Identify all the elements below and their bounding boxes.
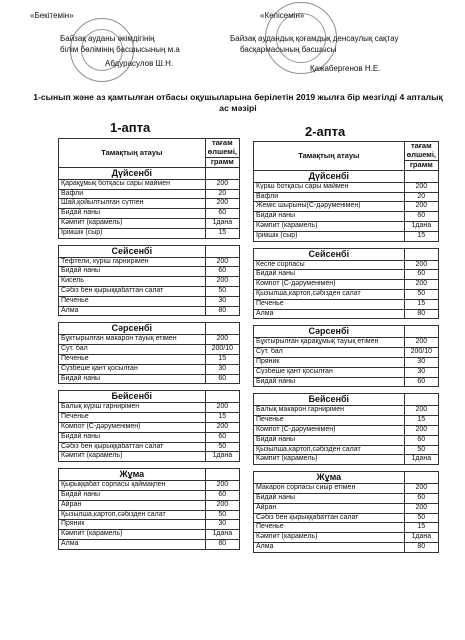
dish-quantity: 15: [404, 416, 438, 426]
dish-name: Бұктырылған макарон тауық етімен: [59, 335, 206, 345]
dish-quantity: 60: [404, 270, 438, 280]
dish-name: Сәбіз бен қырыққабаттан салат: [59, 286, 206, 296]
table-row: [254, 445, 439, 455]
day-header-row: [59, 167, 240, 179]
table-row: [59, 306, 240, 316]
dish-quantity: 1дана: [404, 455, 438, 465]
name-column-header: Тамақтың атауы: [59, 139, 206, 168]
dish-name: Алма: [59, 306, 206, 316]
day-name: Жұма: [59, 469, 206, 481]
dish-name: Қызылша,картоп,сәбізден салат: [59, 510, 206, 520]
dish-name: Алма: [59, 539, 206, 549]
table-row: [254, 221, 439, 231]
table-row: [254, 513, 439, 523]
day-separator: [59, 316, 240, 323]
dish-name: Печенье: [254, 299, 405, 309]
table-row: [254, 260, 439, 270]
dish-name: Алма: [254, 542, 405, 552]
table-row: [59, 374, 240, 384]
dish-name: Бидай наны: [59, 267, 206, 277]
table-row: [254, 192, 439, 202]
table-row: [59, 267, 240, 277]
dish-name: Айран: [254, 503, 405, 513]
day-separator: [254, 387, 439, 394]
dish-name: Пряник: [59, 520, 206, 530]
dish-name: Бидай наны: [254, 212, 405, 222]
dish-quantity: 200: [205, 422, 239, 432]
weight-column-header: [205, 139, 239, 158]
day-empty-cell: [205, 391, 239, 403]
dish-quantity: 15: [205, 228, 239, 238]
day-empty-cell: [205, 167, 239, 179]
dish-quantity: 20: [404, 192, 438, 202]
dish-quantity: 15: [404, 523, 438, 533]
dish-quantity: 200: [205, 257, 239, 267]
dish-quantity: 60: [404, 493, 438, 503]
dish-name: Печенье: [254, 523, 405, 533]
table-row: [59, 199, 240, 209]
table-row: [254, 182, 439, 192]
document-title: 1-сынып және аз қамтылған отбасы оқушыларына берілетін 2019 жылға бір мезгілді 4 апталық ас мәзірі: [33, 92, 443, 113]
dish-quantity: 30: [205, 520, 239, 530]
table-row: [254, 406, 439, 416]
table-row: [59, 189, 240, 199]
table-row: [59, 179, 240, 189]
dish-quantity: 80: [404, 309, 438, 319]
dish-quantity: 200/10: [205, 345, 239, 355]
dish-name: Компот (С-дәруменімен): [254, 280, 405, 290]
day-empty-cell: [404, 472, 438, 484]
dish-quantity: 200: [205, 277, 239, 287]
dish-quantity: 200: [404, 338, 438, 348]
day-separator: [254, 241, 439, 248]
table-row: [59, 510, 240, 520]
day-name: Дүйсенбі: [254, 170, 405, 182]
dish-name: Кисель: [59, 277, 206, 287]
table-row: [59, 490, 240, 500]
dish-quantity: 60: [205, 209, 239, 219]
dish-name: Бидай наны: [59, 490, 206, 500]
dish-name: Бидай наны: [254, 377, 405, 387]
dish-name: Қырыққабат сорпасы қаймақпен: [59, 481, 206, 491]
stamp-seal-left: [70, 18, 134, 82]
table-row: [59, 403, 240, 413]
dish-quantity: 50: [404, 445, 438, 455]
dish-name: Кеспе сорпасы: [254, 260, 405, 270]
approval-right-signer: Қажабергенов Н.Е.: [310, 64, 381, 73]
dish-quantity: 200: [404, 182, 438, 192]
table-row: [59, 481, 240, 491]
week-1-menu-table: [58, 138, 240, 550]
approval-right-line2: басқармасының басшысы: [240, 45, 337, 54]
dish-quantity: 60: [404, 212, 438, 222]
dish-name: Ірімшік (сыр): [254, 231, 405, 241]
table-row: [59, 422, 240, 432]
dish-name: Кәмпит (карамель): [254, 221, 405, 231]
dish-quantity: 200: [404, 503, 438, 513]
table-row: [59, 286, 240, 296]
table-row: [254, 367, 439, 377]
dish-quantity: 1дана: [205, 218, 239, 228]
day-separator: [59, 238, 240, 245]
dish-quantity: 60: [205, 374, 239, 384]
table-row: [59, 277, 240, 287]
day-header-row: [59, 469, 240, 481]
dish-name: Сәбіз бен қырыққабаттан салат: [254, 513, 405, 523]
dish-quantity: 30: [404, 357, 438, 367]
table-row: [254, 348, 439, 358]
dish-quantity: 15: [205, 354, 239, 364]
dish-name: Бидай наны: [59, 432, 206, 442]
dish-quantity: 200: [205, 335, 239, 345]
day-name: Дүйсенбі: [59, 167, 206, 179]
day-empty-cell: [404, 326, 438, 338]
dish-quantity: 15: [404, 231, 438, 241]
table-row: [59, 228, 240, 238]
dish-name: Печенье: [59, 296, 206, 306]
day-name: Бейсенбі: [59, 391, 206, 403]
dish-name: Сут. бал: [254, 348, 405, 358]
dish-name: Пряник: [254, 357, 405, 367]
dish-name: Қызылша,картоп,сәбізден салат: [254, 445, 405, 455]
table-row: [254, 493, 439, 503]
dish-name: Бұктырылған қарақұмық тауық етімен: [254, 338, 405, 348]
dish-quantity: 200: [404, 406, 438, 416]
dish-name: Макарон сорпасы сиыр етімен: [254, 484, 405, 494]
dish-name: Вафли: [59, 189, 206, 199]
dish-quantity: 80: [404, 542, 438, 552]
dish-name: Бидай наны: [59, 374, 206, 384]
dish-name: Ірімшік (сыр): [59, 228, 206, 238]
weight-unit-header: грамм: [404, 161, 438, 171]
dish-name: Балық күріш гарнирімен: [59, 403, 206, 413]
dish-name: Бидай наны: [254, 270, 405, 280]
table-row: [254, 542, 439, 552]
approval-left-signer: Абдурасулов Ш.Н.: [105, 59, 174, 68]
dish-quantity: 200: [404, 484, 438, 494]
table-row: [59, 442, 240, 452]
approval-right-line1: Байзақ аудандық қоғамдық денсаулық сақтау: [230, 34, 399, 43]
table-row: [59, 354, 240, 364]
dish-name: Балық макарон гарнирімен: [254, 406, 405, 416]
table-row: [59, 413, 240, 423]
approval-right-heading: «Келісемін»: [260, 11, 305, 20]
dish-name: Күріш ботқасы сары маймен: [254, 182, 405, 192]
dish-quantity: 20: [205, 189, 239, 199]
weight-header-line1: тағам: [410, 141, 432, 151]
table-row: [254, 455, 439, 465]
day-name: Сейсенбі: [59, 245, 206, 257]
dish-name: Сүзбеше қант қосылған: [59, 364, 206, 374]
day-header-row: [254, 472, 439, 484]
dish-quantity: 200: [205, 403, 239, 413]
dish-name: Сүзбеше қант қосылған: [254, 367, 405, 377]
dish-quantity: 30: [205, 364, 239, 374]
dish-quantity: 1дана: [404, 533, 438, 543]
day-name: Сәрсенбі: [59, 323, 206, 335]
dish-quantity: 1дана: [404, 221, 438, 231]
weight-column-header: [404, 142, 438, 161]
table-row: [59, 209, 240, 219]
dish-name: Компот (С-дәруменімен): [59, 422, 206, 432]
day-empty-cell: [205, 469, 239, 481]
dish-quantity: 50: [205, 510, 239, 520]
table-row: [254, 270, 439, 280]
dish-quantity: 1дана: [205, 530, 239, 540]
dish-quantity: 80: [205, 539, 239, 549]
table-row: [254, 357, 439, 367]
table-row: [254, 202, 439, 212]
table-row: [254, 299, 439, 309]
dish-quantity: 200: [205, 500, 239, 510]
table-row: [59, 539, 240, 549]
table-row: [254, 435, 439, 445]
table-row: [254, 425, 439, 435]
table-row: [59, 364, 240, 374]
table-row: [254, 416, 439, 426]
stamp-seal-right: [265, 2, 337, 74]
dish-quantity: 15: [404, 299, 438, 309]
table-row: [254, 533, 439, 543]
day-header-row: [254, 248, 439, 260]
day-name: Бейсенбі: [254, 394, 405, 406]
table-row: [59, 500, 240, 510]
day-header-row: [59, 323, 240, 335]
table-row: [254, 231, 439, 241]
day-empty-cell: [404, 394, 438, 406]
dish-name: Компот (С-дәруменімен): [254, 425, 405, 435]
table-row: [254, 309, 439, 319]
week-1-title: 1-апта: [110, 120, 151, 135]
table-row: [59, 218, 240, 228]
dish-name: Вафли: [254, 192, 405, 202]
day-name: Жұма: [254, 472, 405, 484]
dish-name: Печенье: [59, 413, 206, 423]
dish-name: Қарақұмық ботқасы сары маймен: [59, 179, 206, 189]
approval-left-line2: білім бөлімінің басшысының м.а: [60, 45, 180, 54]
table-row: [59, 257, 240, 267]
day-empty-cell: [404, 170, 438, 182]
table-row: [254, 503, 439, 513]
dish-name: Алма: [254, 309, 405, 319]
dish-name: Жеміс шырыны(С-дәруменімен): [254, 202, 405, 212]
dish-quantity: 200: [205, 481, 239, 491]
dish-name: Айран: [59, 500, 206, 510]
dish-name: Қызылша,картоп,сәбізден салат: [254, 289, 405, 299]
weight-header-line1: тағам: [211, 138, 233, 148]
table-row: [254, 338, 439, 348]
day-separator: [254, 319, 439, 326]
dish-quantity: 200/10: [404, 348, 438, 358]
dish-quantity: 50: [404, 513, 438, 523]
table-row: [59, 345, 240, 355]
day-header-row: [59, 391, 240, 403]
week-2-menu-table: [253, 141, 439, 553]
dish-quantity: 60: [205, 490, 239, 500]
dish-quantity: 1дана: [205, 452, 239, 462]
weight-header-line2: өлшемі,: [207, 147, 237, 156]
weight-header-line2: өлшемі,: [406, 150, 436, 159]
dish-quantity: 200: [205, 199, 239, 209]
dish-quantity: 50: [205, 286, 239, 296]
dish-name: Шай,қойылтылған сүтпен: [59, 199, 206, 209]
day-separator: [59, 384, 240, 391]
dish-name: Печенье: [59, 354, 206, 364]
dish-name: Кәмпит (карамель): [59, 452, 206, 462]
table-row: [59, 452, 240, 462]
table-row: [254, 280, 439, 290]
dish-quantity: 50: [404, 289, 438, 299]
day-header-row: [254, 394, 439, 406]
dish-name: Бидай наны: [59, 209, 206, 219]
dish-quantity: 50: [205, 442, 239, 452]
name-column-header: Тамақтың атауы: [254, 142, 405, 171]
table-row: [59, 296, 240, 306]
dish-quantity: 15: [205, 413, 239, 423]
table-row: [59, 432, 240, 442]
day-header-row: [254, 326, 439, 338]
dish-name: Бидай наны: [254, 493, 405, 503]
dish-name: Кәмпит (карамель): [254, 533, 405, 543]
dish-quantity: 30: [205, 296, 239, 306]
table-row: [254, 212, 439, 222]
week-2-title: 2-апта: [305, 124, 346, 139]
day-empty-cell: [205, 245, 239, 257]
table-row: [254, 377, 439, 387]
dish-name: Кәмпит (карамель): [254, 455, 405, 465]
dish-name: Кәмпит (карамель): [59, 530, 206, 540]
day-name: Сейсенбі: [254, 248, 405, 260]
dish-quantity: 80: [205, 306, 239, 316]
dish-name: Тефтели, күріш гарнирімен: [59, 257, 206, 267]
dish-quantity: 200: [404, 280, 438, 290]
table-row: [59, 520, 240, 530]
table-row: [254, 523, 439, 533]
day-header-row: [59, 245, 240, 257]
dish-quantity: 60: [205, 432, 239, 442]
table-row: [254, 289, 439, 299]
table-row: [254, 484, 439, 494]
dish-name: Кәмпит (карамель): [59, 218, 206, 228]
day-header-row: [254, 170, 439, 182]
dish-quantity: 200: [205, 179, 239, 189]
dish-name: Сут. бал: [59, 345, 206, 355]
dish-quantity: 200: [404, 260, 438, 270]
dish-name: Сәбіз бен қырыққабаттан салат: [59, 442, 206, 452]
weight-unit-header: грамм: [205, 158, 239, 168]
dish-quantity: 60: [404, 377, 438, 387]
approval-left-heading: «Бекітемін»: [30, 11, 74, 20]
day-name: Сәрсенбі: [254, 326, 405, 338]
table-row: [59, 530, 240, 540]
day-empty-cell: [404, 248, 438, 260]
dish-quantity: 60: [205, 267, 239, 277]
dish-name: Печенье: [254, 416, 405, 426]
dish-quantity: 30: [404, 367, 438, 377]
approval-left-line1: Байзақ ауданы әкімдігінің: [60, 34, 155, 43]
dish-quantity: 200: [404, 202, 438, 212]
day-separator: [254, 465, 439, 472]
dish-quantity: 60: [404, 435, 438, 445]
day-empty-cell: [205, 323, 239, 335]
day-separator: [59, 462, 240, 469]
dish-quantity: 200: [404, 425, 438, 435]
dish-name: Бидай наны: [254, 435, 405, 445]
table-row: [59, 335, 240, 345]
